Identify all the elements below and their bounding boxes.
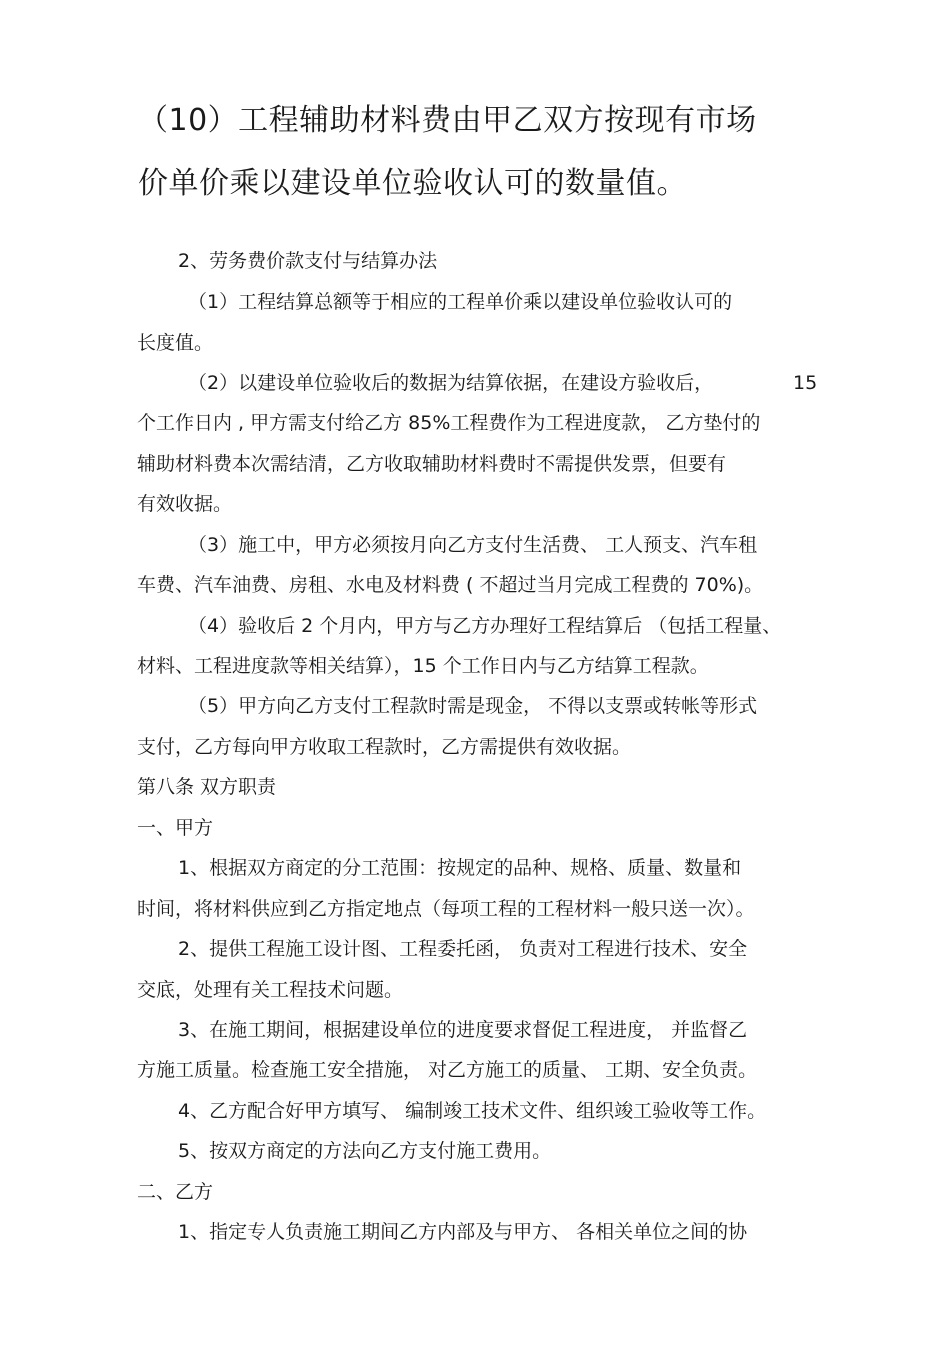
paragraph-line: （2）以建设单位验收后的数据为结算依据，在建设方验收后，	[188, 372, 714, 394]
paragraph-line: （5）甲方向乙方支付工程款时需是现金， 不得以支票或转帐等形式	[188, 695, 758, 717]
paragraph-line: 1、指定专人负责施工期间乙方内部及与甲方、 各相关单位之间的协	[178, 1221, 748, 1243]
paragraph-line: 4、乙方配合好甲方填写、 编制竣工技术文件、组织竣工验收等工作。	[178, 1100, 767, 1122]
paragraph-line: （4）验收后 2 个月内，甲方与乙方办理好工程结算后 （包括工程量、	[188, 615, 782, 637]
article-title: 第八条 双方职责	[137, 776, 277, 798]
paragraph-line: 个工作日内 , 甲方需支付给乙方 85%工程费作为工程进度款， 乙方垫付的	[137, 412, 761, 434]
section-title-party-a: 一、甲方	[137, 817, 214, 839]
paragraph-line: 有效收据。	[137, 493, 233, 515]
paragraph-line: 时间，将材料供应到乙方指定地点（每项工程的工程材料一般只送一次）。	[137, 898, 755, 920]
paragraph-line: 长度值。	[137, 332, 214, 354]
section-title-payment: 2、劳务费价款支付与结算办法	[178, 250, 438, 272]
paragraph-line: 1、根据双方商定的分工范围：按规定的品种、规格、质量、数量和	[178, 857, 742, 879]
paragraph-line: 交底，处理有关工程技术问题。	[137, 979, 404, 1001]
paragraph-line: 5、按双方商定的方法向乙方支付施工费用。	[178, 1140, 552, 1162]
paragraph-line: （1）工程结算总额等于相应的工程单价乘以建设单位验收认可的	[188, 291, 733, 313]
paragraph-line: 方施工质量。检查施工安全措施， 对乙方施工的质量、 工期、安全负责。	[137, 1059, 758, 1081]
paragraph-line: 车费、汽车油费、房租、水电及材料费 ( 不超过当月完成工程费的 70%)。	[137, 574, 764, 596]
heading-line-2: 价单价乘以建设单位验收认可的数量值。	[138, 166, 687, 201]
paragraph-line: 3、在施工期间，根据建设单位的进度要求督促工程进度， 并监督乙	[178, 1019, 748, 1041]
paragraph-line: 2、提供工程施工设计图、工程委托函， 负责对工程进行技术、安全	[178, 938, 748, 960]
paragraph-line: 辅助材料费本次需结清，乙方收取辅助材料费时不需提供发票，但要有	[137, 453, 727, 475]
heading-line-1: （10）工程辅助材料费由甲乙双方按现有市场	[138, 103, 757, 138]
paragraph-line: 支付，乙方每向甲方收取工程款时，乙方需提供有效收据。	[137, 736, 632, 758]
section-title-party-b: 二、乙方	[137, 1181, 214, 1203]
paragraph-line: 材料、工程进度款等相关结算），15 个工作日内与乙方结算工程款。	[137, 655, 709, 677]
paragraph-number: 15	[793, 372, 818, 394]
paragraph-line: （3）施工中，甲方必须按月向乙方支付生活费、 工人预支、汽车租	[188, 534, 758, 556]
